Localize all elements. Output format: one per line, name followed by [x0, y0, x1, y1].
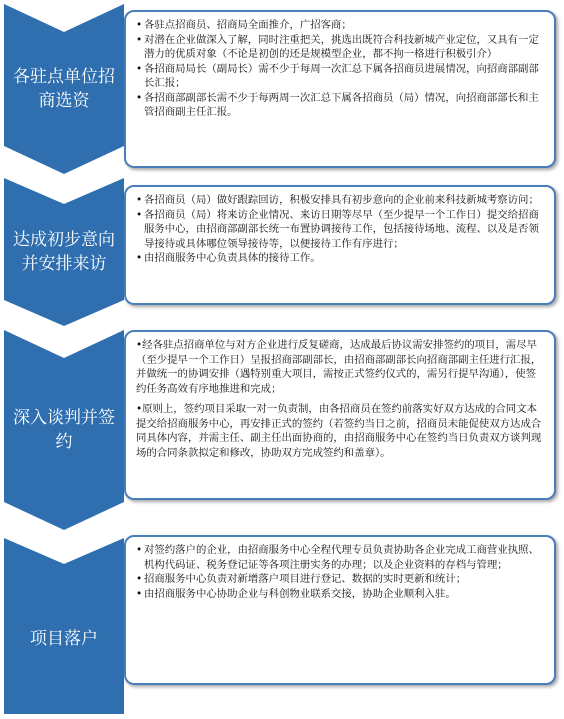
- stage-4-bullets: [136, 543, 546, 601]
- stage-1-bullet-3: • 各招商局局长（副局长）需不少于每周一次汇总下属各招商员进展情况，向招商部副部长汇报；: [136, 62, 539, 89]
- stage-4-bullet-2: • 招商服务中心负责对新增落户项目进行登记、数据的实时更新和统计；: [136, 573, 467, 585]
- bullet-dot: •: [136, 252, 143, 264]
- stage-1-card: [124, 10, 556, 168]
- stage-1-bullet-2: • 对潜在企业做深入了解，同时注重把关，挑选出既符合科技新城产业定位，又具有一定潜力的优质对象（不论是初创的还是规模型企业，都不拘一格进行积极引介）: [136, 33, 539, 60]
- bullet-dot: •: [136, 91, 143, 104]
- stage-2-bullet-1: • 各招商员（局）做好跟踪回访，积极安排具有初步意向的企业前来科技新城考察访问；: [136, 194, 539, 206]
- stage-2-bullets: [136, 193, 546, 266]
- bullet-dot: •: [136, 19, 143, 31]
- stage-1-bullet-1: • 各驻点招商员、招商局全面推介，广招客商；: [136, 19, 352, 31]
- bullet-dot: •: [136, 573, 143, 585]
- stage-2-bullet-3: • 由招商服务中心负责具体的接待工作。: [136, 252, 321, 264]
- stage-3-paragraph-2: •原则上，签约项目采取一对一负责制，由各招商员在签约前落实好双方达成的合同文本提交给招商服务中心，再安排正式的签约（若签约当日之前，招商员未能促使双方达成合同具体内容，并需主任、副主任出面协商的，由招商服务中心在签约当日负责双方谈判现场的合同条款拟定和修改，协助双方完成签约和盖章）。: [136, 403, 542, 459]
- stage-4-title: 项目落户: [30, 629, 98, 649]
- bullet-dot: •: [136, 587, 143, 600]
- stage-4-arrow: [4, 538, 124, 714]
- stage-1-bullets: [136, 18, 546, 120]
- stage-4-card: [124, 535, 556, 685]
- stage-1-title: 各驻点单位招商选资: [13, 67, 115, 111]
- stage-3-card: [124, 330, 556, 500]
- stage-4-bullet-3: • 由招商服务中心协助企业与科创物业联系交接，协助企业顺利入驻。: [136, 587, 456, 600]
- stage-2-bullet-2: • 各招商员（局）将来访企业情况、来访日期等尽早（至少提早一个工作日）提交给招商服务中心，由招商部副部长统一布置协调接待工作，包括接待场地、流程、以及是否领导接待或具体哪位领导接待等，以便接待工作有序进行；: [136, 208, 539, 250]
- bullet-dot: •: [136, 194, 143, 206]
- stage-3-paragraph-1: •经各驻点招商单位与对方企业进行反复磋商，达成最后协议需安排签约的项目，需尽早（至少提早一个工作日）呈报招商部副部长，由招商部副部长向招商部副主任进行汇报，并做统一的协调安排（遇特别重大项目，需按正式签约仪式的，需另行提早沟通），使签约任务高效有序地推进和完成；: [136, 339, 542, 395]
- stage-1-bullet-4: • 各招商部副部长需不少于每两周一次汇总下属各招商员（局）情况，向招商部部长和主管招商副主任汇报。: [136, 91, 539, 118]
- stage-1-arrow: [4, 4, 124, 174]
- bullet-dot: •: [136, 208, 143, 221]
- stage-2-card: [124, 185, 556, 305]
- stage-2-title: 达成初步意向并安排来访: [13, 230, 115, 274]
- bullet-dot: •: [136, 62, 143, 75]
- bullet-dot: •: [136, 544, 143, 556]
- stage-3-title: 深入谈判并签约: [13, 408, 115, 452]
- stage-3-arrow: [4, 330, 124, 530]
- stage-2-arrow: [4, 178, 124, 326]
- stage-4-bullet-1: • 对签约落户的企业，由招商服务中心全程代理专员负责协助各企业完成工商营业执照、机构代码证、税务登记证等各项注册实务的办理；以及企业资料的存档与管理；: [136, 544, 539, 571]
- bullet-dot: •: [136, 33, 143, 46]
